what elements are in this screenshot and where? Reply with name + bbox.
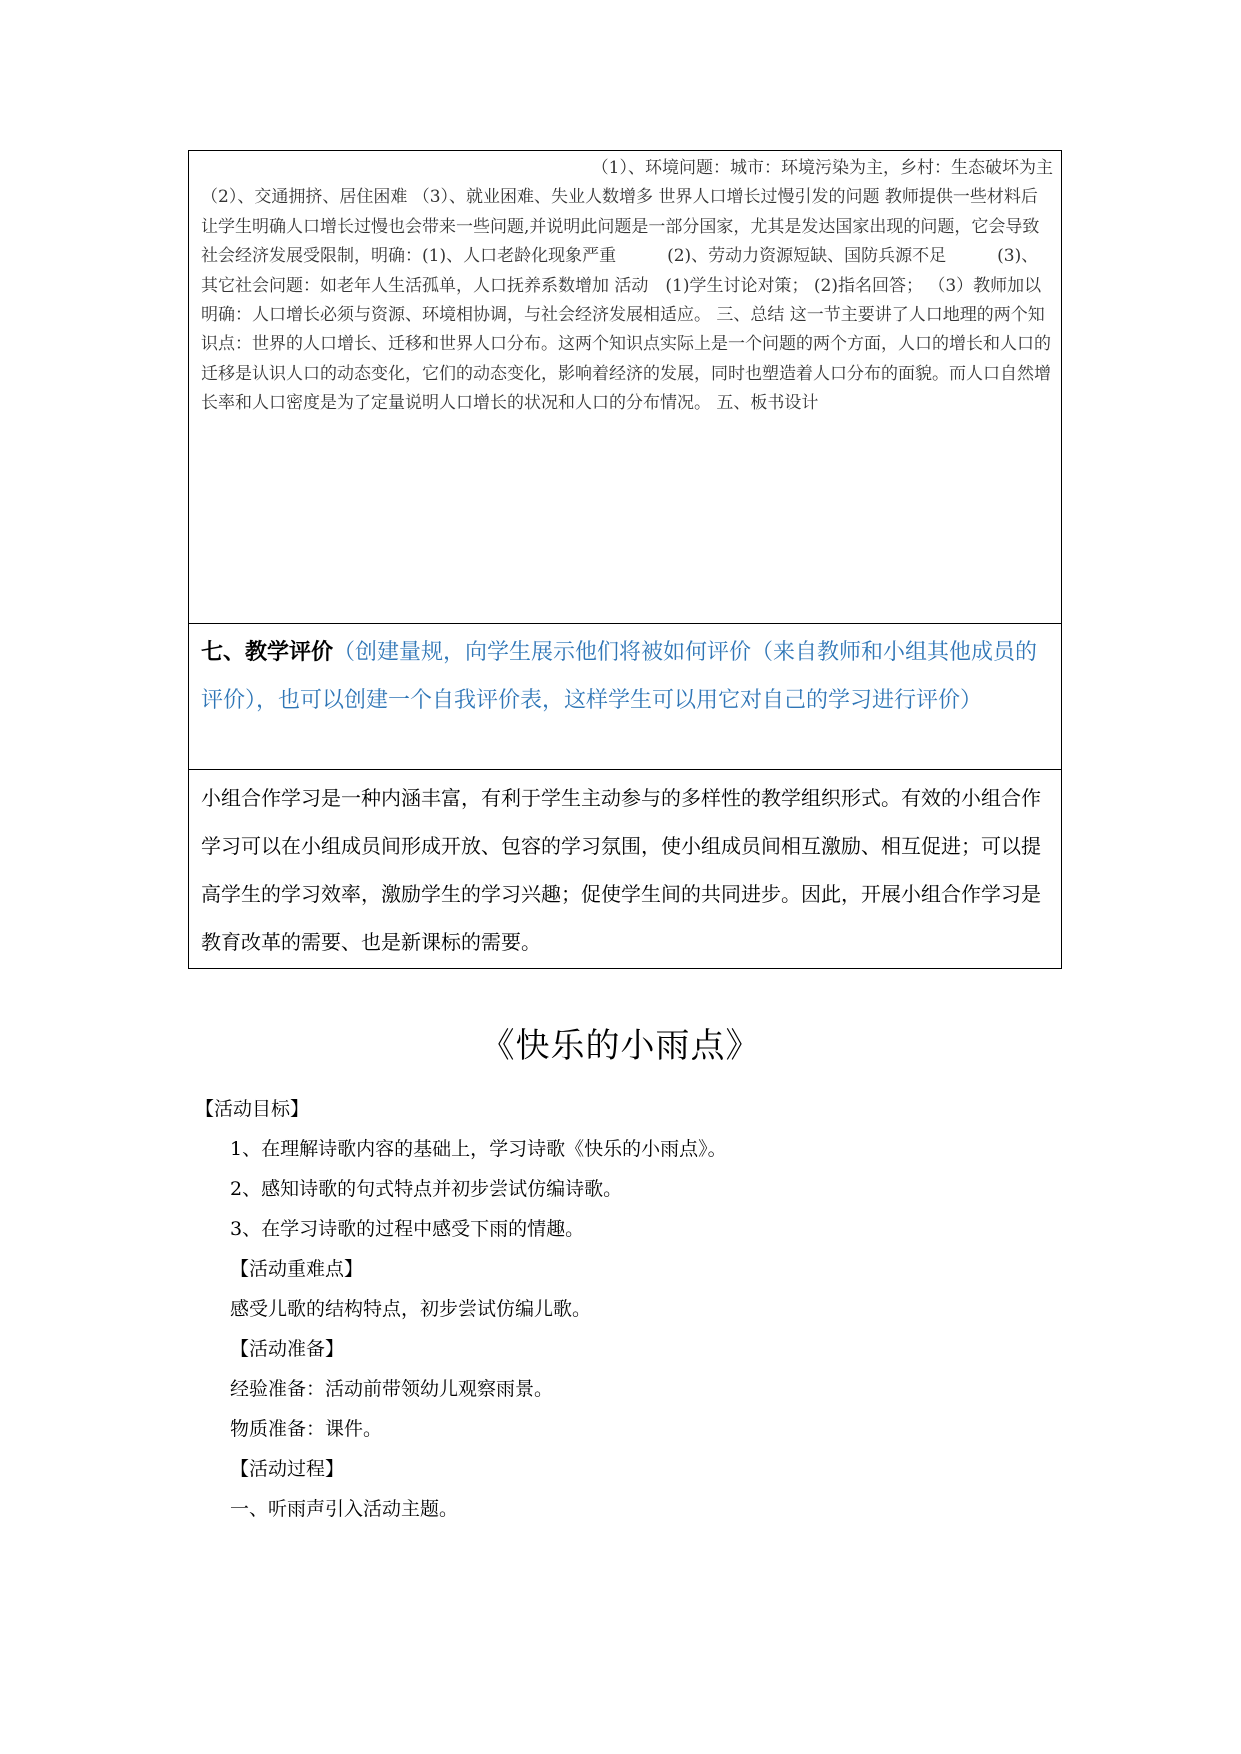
process-step-1: 一、听雨声引入活动主题。 bbox=[230, 1498, 459, 1520]
goals-heading: 【活动目标】 bbox=[195, 1098, 310, 1120]
lesson-content-text: （2）、交通拥挤、居住困难 （3）、就业困难、失业人数增多 世界人口增长过慢引发的问题 教师提供一些材料后让学生明确人口增长过慢也会带来一些问题,并说明此问题是一部分国家，尤其是发达国家出现的问题，它会导致社会经济发展受限制，明确：(1)、人口老龄化现象严重 (2)、劳动力资源短缺、国防兵源不足 (3)、其它社会问题：如老年人生活孤单，人口抚养系数增加 活动 (1)学生讨论对策； (2)指名回答； （3）教师加以明确：人口增长必须与资源、环境相协调，与社会经济发展相适应。 三、总结 这一节主要讲了人口地理的两个知识点：世界的人口增长、迁移和世界人口分布。这两个知识点实际上是一个问题的两个方面，人口的增长和人口的迁移是认识人口的动态变化，它们的动态变化，影响着经济的发展，同时也塑造着人口分布的面貌。而人口自然增长率和人口密度是为了定量说明人口增长的状况和人口的分布情况。 五、板书设计 bbox=[201, 187, 1051, 414]
environment-issue-line: （1）、环境问题：城市：环境污染为主，乡村：生态破坏为主 bbox=[591, 158, 1053, 178]
goal-item-3: 3、在学习诗歌的过程中感受下雨的情趣。 bbox=[230, 1218, 585, 1240]
evaluation-instruction: （创建量规，向学生展示他们将被如何评价（来自教师和小组其他成员的评价），也可以创建一个自我评价表，这样学生可以用它对自己的学习进行评价） bbox=[201, 640, 1038, 713]
process-heading: 【活动过程】 bbox=[230, 1458, 345, 1480]
key-points-heading: 【活动重难点】 bbox=[230, 1258, 364, 1280]
evaluation-heading: 七、教学评价 bbox=[201, 640, 334, 665]
material-preparation: 物质准备：课件。 bbox=[230, 1418, 383, 1440]
evaluation-heading-cell bbox=[189, 624, 1061, 770]
key-points-text: 感受儿歌的结构特点，初步尝试仿编儿歌。 bbox=[230, 1298, 592, 1320]
evaluation-body-cell bbox=[189, 770, 1061, 968]
lesson-content-cell bbox=[189, 151, 1061, 624]
lesson-table bbox=[188, 150, 1062, 969]
evaluation-text: 小组合作学习是一种内涵丰富，有利于学生主动参与的多样性的教学组织形式。有效的小组合作学习可以在小组成员间形成开放、包容的学习氛围，使小组成员间相互激励、相互促进；可以提高学生的学习效率，激励学生的学习兴趣；促使学生间的共同进步。因此，开展小组合作学习是教育改革的需要、也是新课标的需要。 bbox=[201, 786, 1041, 954]
preparation-heading: 【活动准备】 bbox=[230, 1338, 345, 1360]
goal-item-2: 2、感知诗歌的句式特点并初步尝试仿编诗歌。 bbox=[230, 1178, 623, 1200]
experience-preparation: 经验准备：活动前带领幼儿观察雨景。 bbox=[230, 1378, 554, 1400]
document-title: 《快乐的小雨点》 bbox=[480, 1026, 761, 1066]
goal-item-1: 1、在理解诗歌内容的基础上，学习诗歌《快乐的小雨点》。 bbox=[230, 1138, 727, 1160]
